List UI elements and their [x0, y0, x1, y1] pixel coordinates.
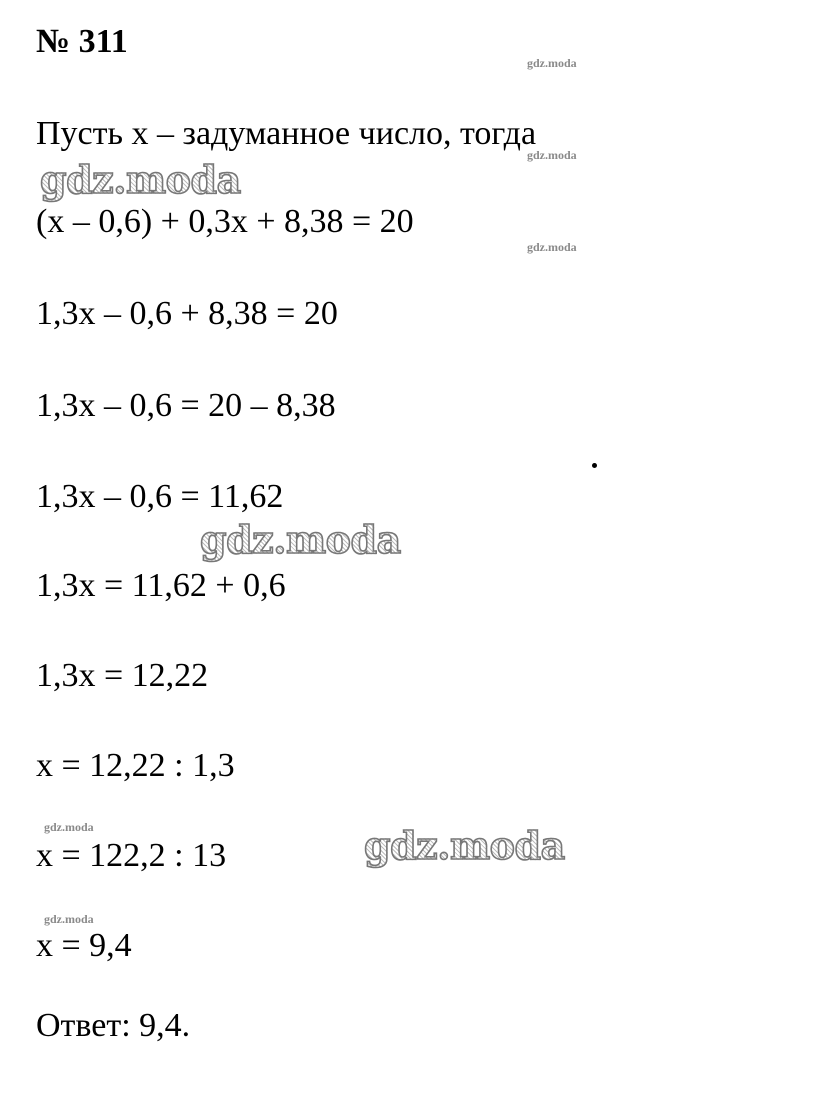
watermark-small: gdz.moda — [527, 56, 577, 70]
watermark-small: gdz.moda — [527, 240, 577, 254]
solution-step: 1,3x – 0,6 = 20 – 8,38 — [36, 387, 336, 424]
problem-number: № 311 — [36, 23, 128, 60]
stray-dot — [592, 463, 597, 468]
watermark-small: gdz.moda — [527, 148, 577, 162]
solution-step: x = 9,4 — [36, 927, 132, 964]
solution-step: x = 122,2 : 13 — [36, 837, 227, 874]
answer: Ответ: 9,4. — [36, 1007, 191, 1044]
solution-step: 1,3x – 0,6 + 8,38 = 20 — [36, 295, 338, 332]
solution-intro: Пусть x – задуманное число, тогда — [36, 115, 537, 152]
watermark-small: gdz.moda — [44, 820, 94, 834]
watermark-large: gdz.moda — [40, 157, 241, 202]
solution-step: 1,3x = 11,62 + 0,6 — [36, 567, 286, 604]
solution-step: (x – 0,6) + 0,3x + 8,38 = 20 — [36, 203, 414, 240]
watermark-small: gdz.moda — [44, 912, 94, 926]
solution-step: x = 12,22 : 1,3 — [36, 747, 235, 784]
watermark-large: gdz.moda — [364, 823, 565, 868]
solution-step: 1,3x – 0,6 = 11,62 — [36, 478, 284, 515]
solution-step: 1,3x = 12,22 — [36, 657, 209, 694]
watermark-large: gdz.moda — [200, 517, 401, 562]
